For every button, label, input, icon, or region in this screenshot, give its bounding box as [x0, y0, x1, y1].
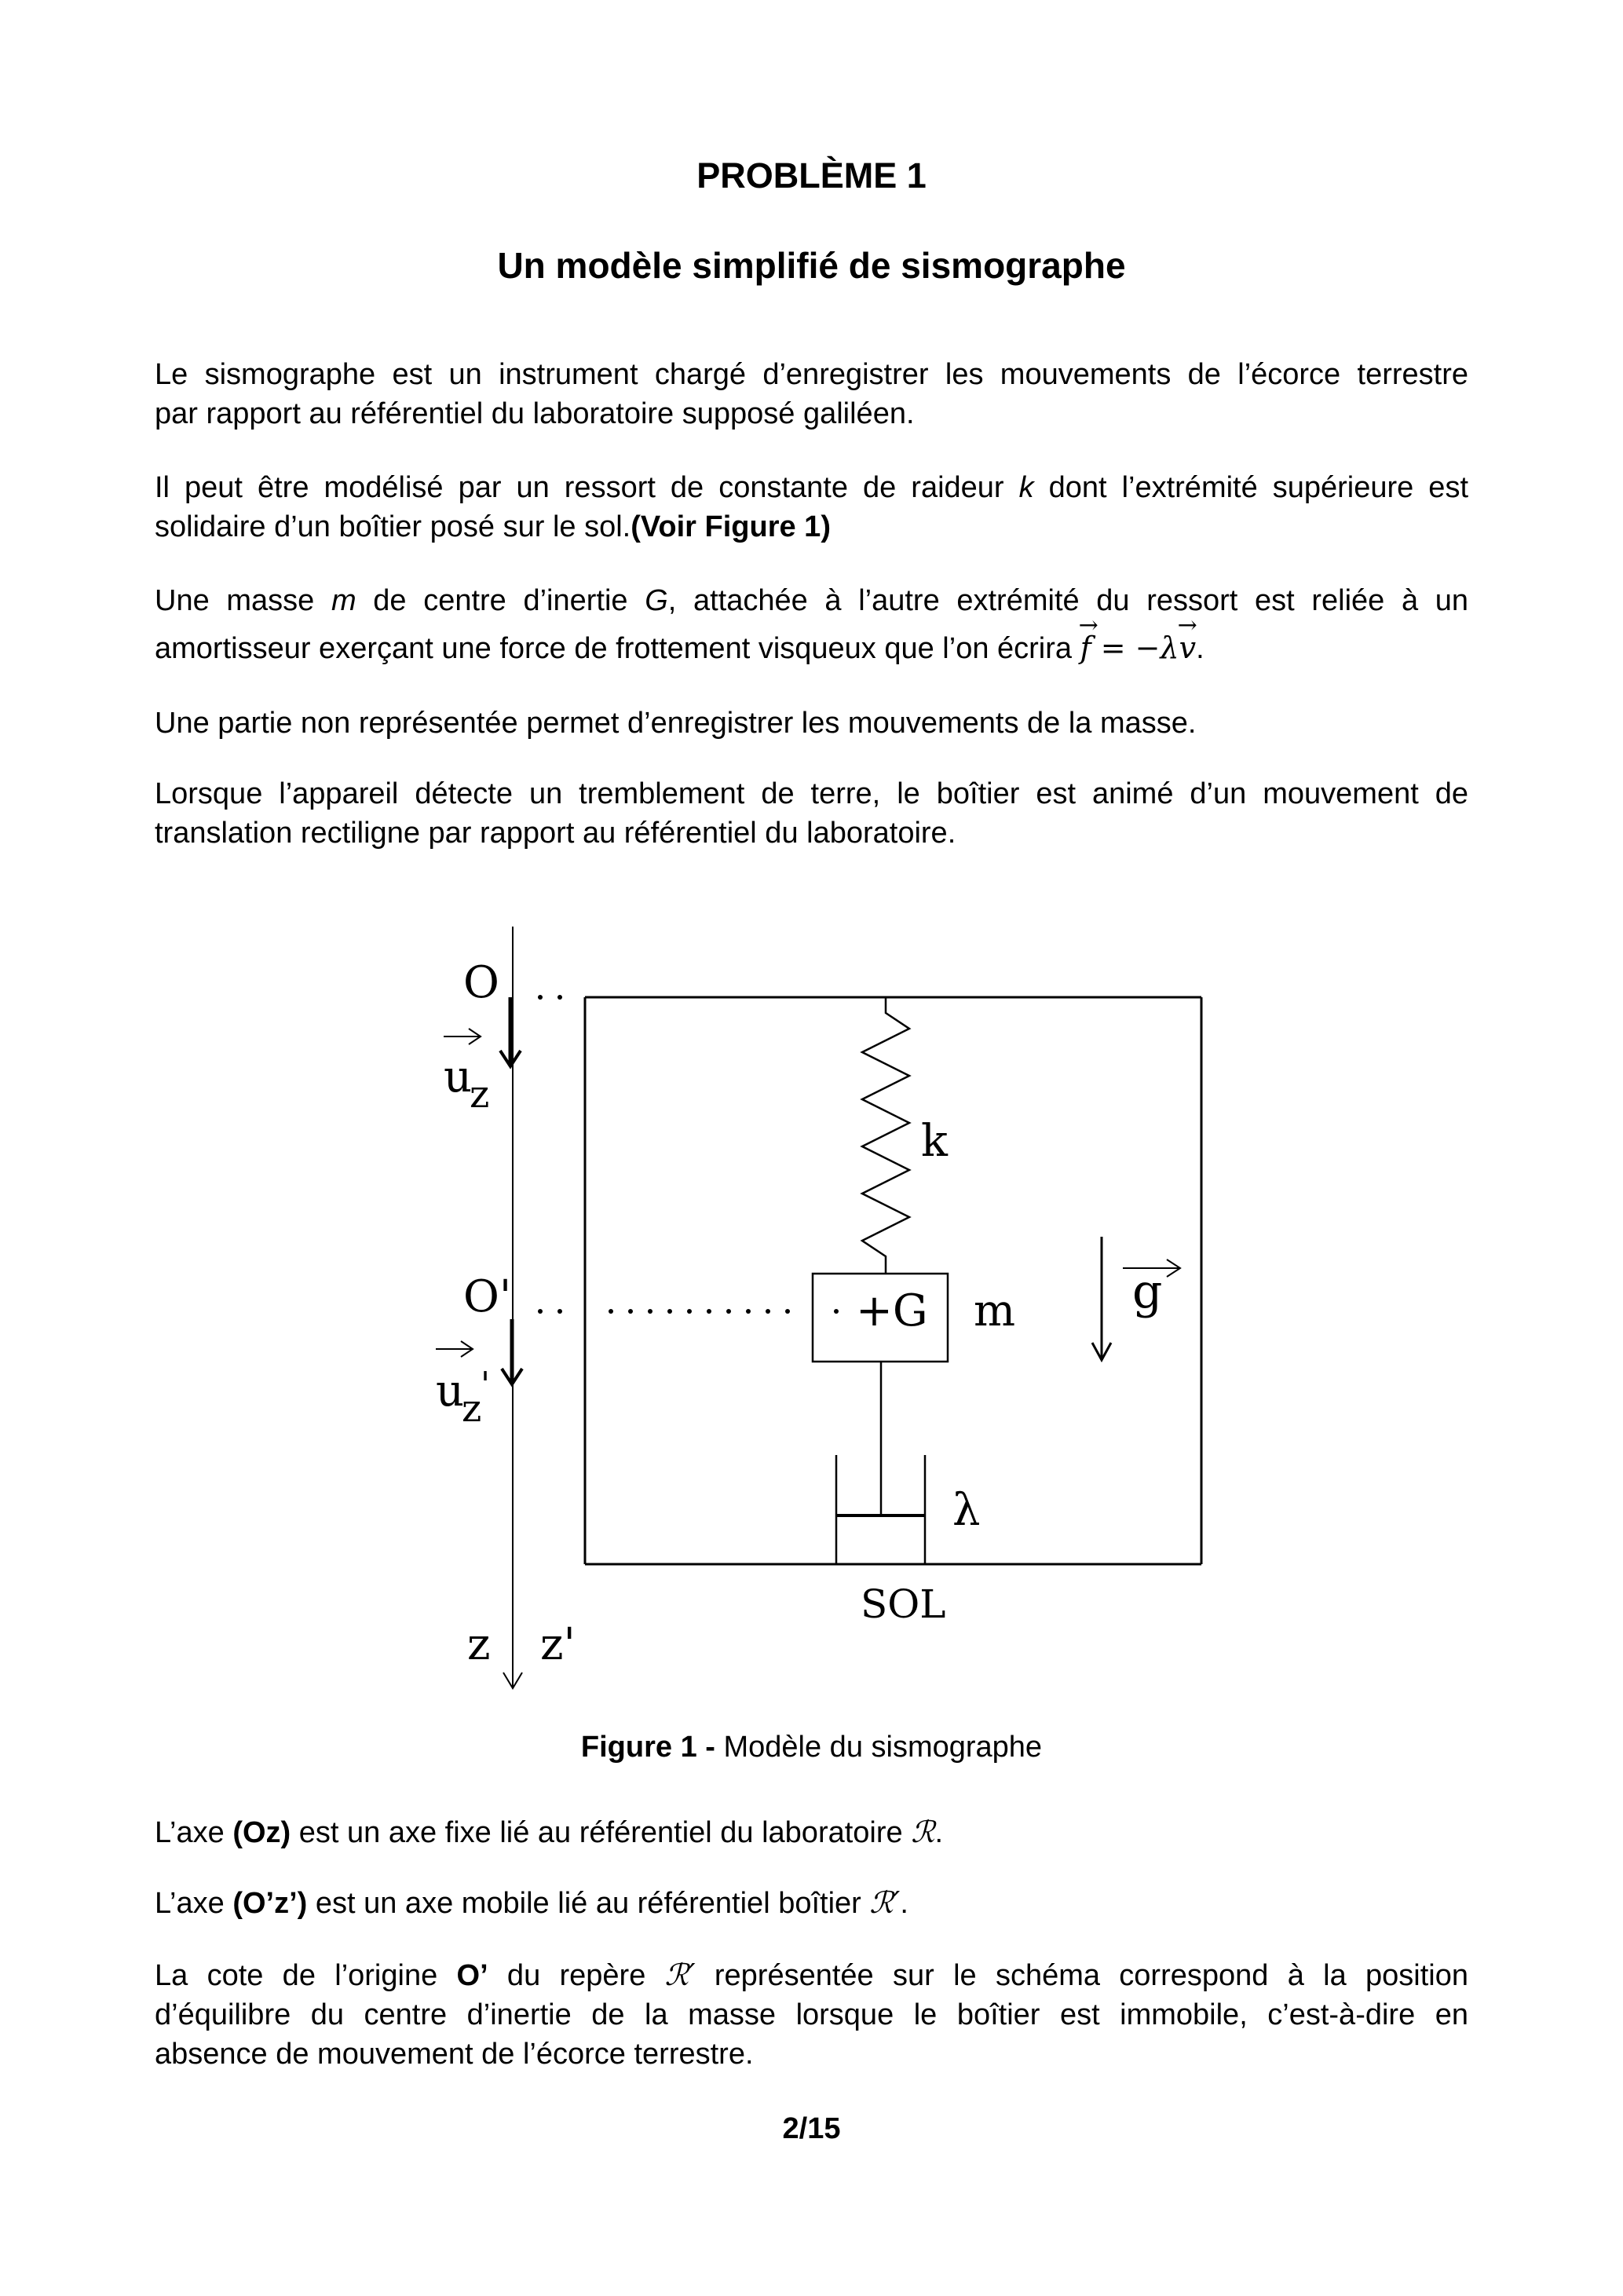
dot: [628, 1309, 633, 1314]
caption-text: Modèle du sismographe: [715, 1731, 1043, 1764]
figure-reference: (Voir Figure 1): [631, 510, 831, 543]
dot: [557, 995, 562, 1000]
label-z-prime: z': [540, 1619, 576, 1670]
paragraph-line: Lorsque l’appareil détecte un tremblement de terre, le boîtier est animé d’un mouvement de: [155, 777, 1468, 810]
page-number: 2/15: [782, 2112, 841, 2145]
problem-title: PROBLÈME 1: [696, 155, 927, 196]
text-fragment: est un axe fixe lié au référentiel du laboratoire: [291, 1816, 912, 1849]
label-lambda: λ: [952, 1485, 981, 1536]
axis-label-oz: (Oz): [232, 1816, 291, 1849]
text-fragment: est un axe mobile lié au référentiel boîtier: [307, 1887, 870, 1920]
text-fragment: .: [1196, 632, 1204, 665]
label-origin-O-prime: O': [463, 1271, 512, 1322]
label-uz-subscript: z: [470, 1073, 490, 1117]
dot: [687, 1309, 692, 1314]
paragraph-line: translation rectiligne par rapport au référentiel du laboratoire.: [155, 817, 956, 850]
text-fragment: amortisseur exerçant une force de frottement visqueux que l’on écrira: [155, 632, 1080, 665]
label-m: m: [974, 1285, 1016, 1336]
text-fragment: du repère: [488, 1959, 665, 1992]
label-z: z: [467, 1619, 491, 1670]
label-uz-prime-tick: ': [481, 1365, 491, 1405]
uz-vector-mark: [444, 1029, 481, 1044]
dot: [538, 995, 543, 1000]
seismograph-diagram: [393, 911, 1256, 1704]
label-G: +G: [856, 1285, 928, 1336]
uz-prime-vector-mark: [436, 1341, 473, 1357]
frame-symbol-R: ℛ: [911, 1815, 935, 1849]
dotted-line-O: [538, 995, 562, 1000]
text-fragment: Une masse: [155, 584, 331, 617]
paragraph-axis-oz: [155, 1812, 1468, 1852]
paragraph-intro: [155, 355, 1468, 433]
frame-symbol-R-prime: ℛ′: [664, 1958, 696, 1992]
paragraph-line: [155, 1955, 1468, 1995]
text-fragment: L’axe: [155, 1887, 233, 1920]
vector-f: → f: [1080, 628, 1091, 667]
label-k: k: [921, 1116, 948, 1167]
dot: [667, 1309, 672, 1314]
paragraph-line: [155, 1812, 1468, 1852]
symbol-G: G: [645, 584, 668, 617]
spring: [862, 997, 909, 1274]
dot: [557, 1309, 562, 1314]
paragraph-spring: [155, 468, 1468, 547]
figure-caption: [0, 1727, 1623, 1767]
text-fragment: représentée sur le schéma correspond à la position: [695, 1959, 1468, 1992]
label-g: g: [1132, 1264, 1163, 1319]
axis-label-oz-prime: (O’z’): [232, 1887, 308, 1920]
paragraph-line: d’équilibre du centre d’inertie de la masse lorsque le boîtier est immobile, c’est-à-dire en: [155, 1998, 1468, 2031]
paragraph-recording: [155, 704, 1468, 743]
label-sol: SOL: [861, 1581, 946, 1627]
vector-v: → v: [1179, 628, 1196, 667]
paragraph-line: absence de mouvement de l’écorce terrestre.: [155, 2038, 754, 2071]
figure-seismograph: [393, 911, 1256, 1704]
dot: [648, 1309, 652, 1314]
paragraph-mass: [155, 581, 1468, 668]
frame-symbol-R-prime: ℛ′: [869, 1885, 901, 1920]
dot: [726, 1309, 731, 1314]
dot: [609, 1309, 613, 1314]
paragraph-line: Une partie non représentée permet d’enregistrer les mouvements de la masse.: [155, 707, 1197, 740]
text-fragment: .: [900, 1887, 908, 1920]
dot: [707, 1309, 711, 1314]
paragraph-line: [155, 1883, 1468, 1923]
dot: [766, 1309, 770, 1314]
paragraph-line: Le sismographe est un instrument chargé d’enregistrer les mouvements de l’écorce terrestre: [155, 358, 1468, 391]
text-fragment: .: [934, 1816, 944, 1849]
equation-operator: = −λ: [1091, 631, 1179, 665]
paragraph-earthquake: [155, 774, 1468, 853]
label-uz-prime: u: [436, 1366, 465, 1417]
paragraph-line: [155, 628, 1468, 668]
symbol-k: k: [1018, 471, 1034, 504]
paragraph-origin-definition: [155, 1955, 1468, 2074]
text-fragment: La cote de l’origine: [155, 1959, 457, 1992]
text-fragment: , attachée à l’autre extrémité du ressort est reliée à un: [667, 584, 1469, 617]
text-fragment: L’axe: [155, 1816, 233, 1849]
symbol-m: m: [331, 584, 356, 617]
dot: [538, 1309, 543, 1314]
label-uz-prime-subscript: z: [462, 1387, 482, 1431]
dot: [785, 1309, 790, 1314]
dotted-line-O-prime: [538, 1309, 839, 1314]
paragraph-line: [155, 507, 1468, 547]
text-fragment: Il peut être modélisé par un ressort de constante de raideur: [155, 471, 1019, 504]
origin-label-O-prime: O’: [456, 1959, 488, 1992]
text-fragment: solidaire d’un boîtier posé sur le sol.: [155, 510, 631, 543]
text-fragment: de centre d’inertie: [356, 584, 645, 617]
paragraph-axis-oz-prime: [155, 1883, 1468, 1923]
problem-subtitle: Un modèle simplifié de sismographe: [497, 245, 1126, 286]
label-uz: u: [444, 1051, 473, 1102]
caption-label: Figure 1 -: [580, 1731, 715, 1764]
dot: [834, 1309, 839, 1314]
paragraph-line: [155, 581, 1468, 620]
paragraph-line: par rapport au référentiel du laboratoire supposé galiléen.: [155, 397, 915, 430]
paragraph-line: [155, 468, 1468, 507]
text-fragment: dont l’extrémité supérieure est: [1033, 471, 1469, 504]
label-origin-O: O: [463, 957, 499, 1008]
dot: [746, 1309, 751, 1314]
